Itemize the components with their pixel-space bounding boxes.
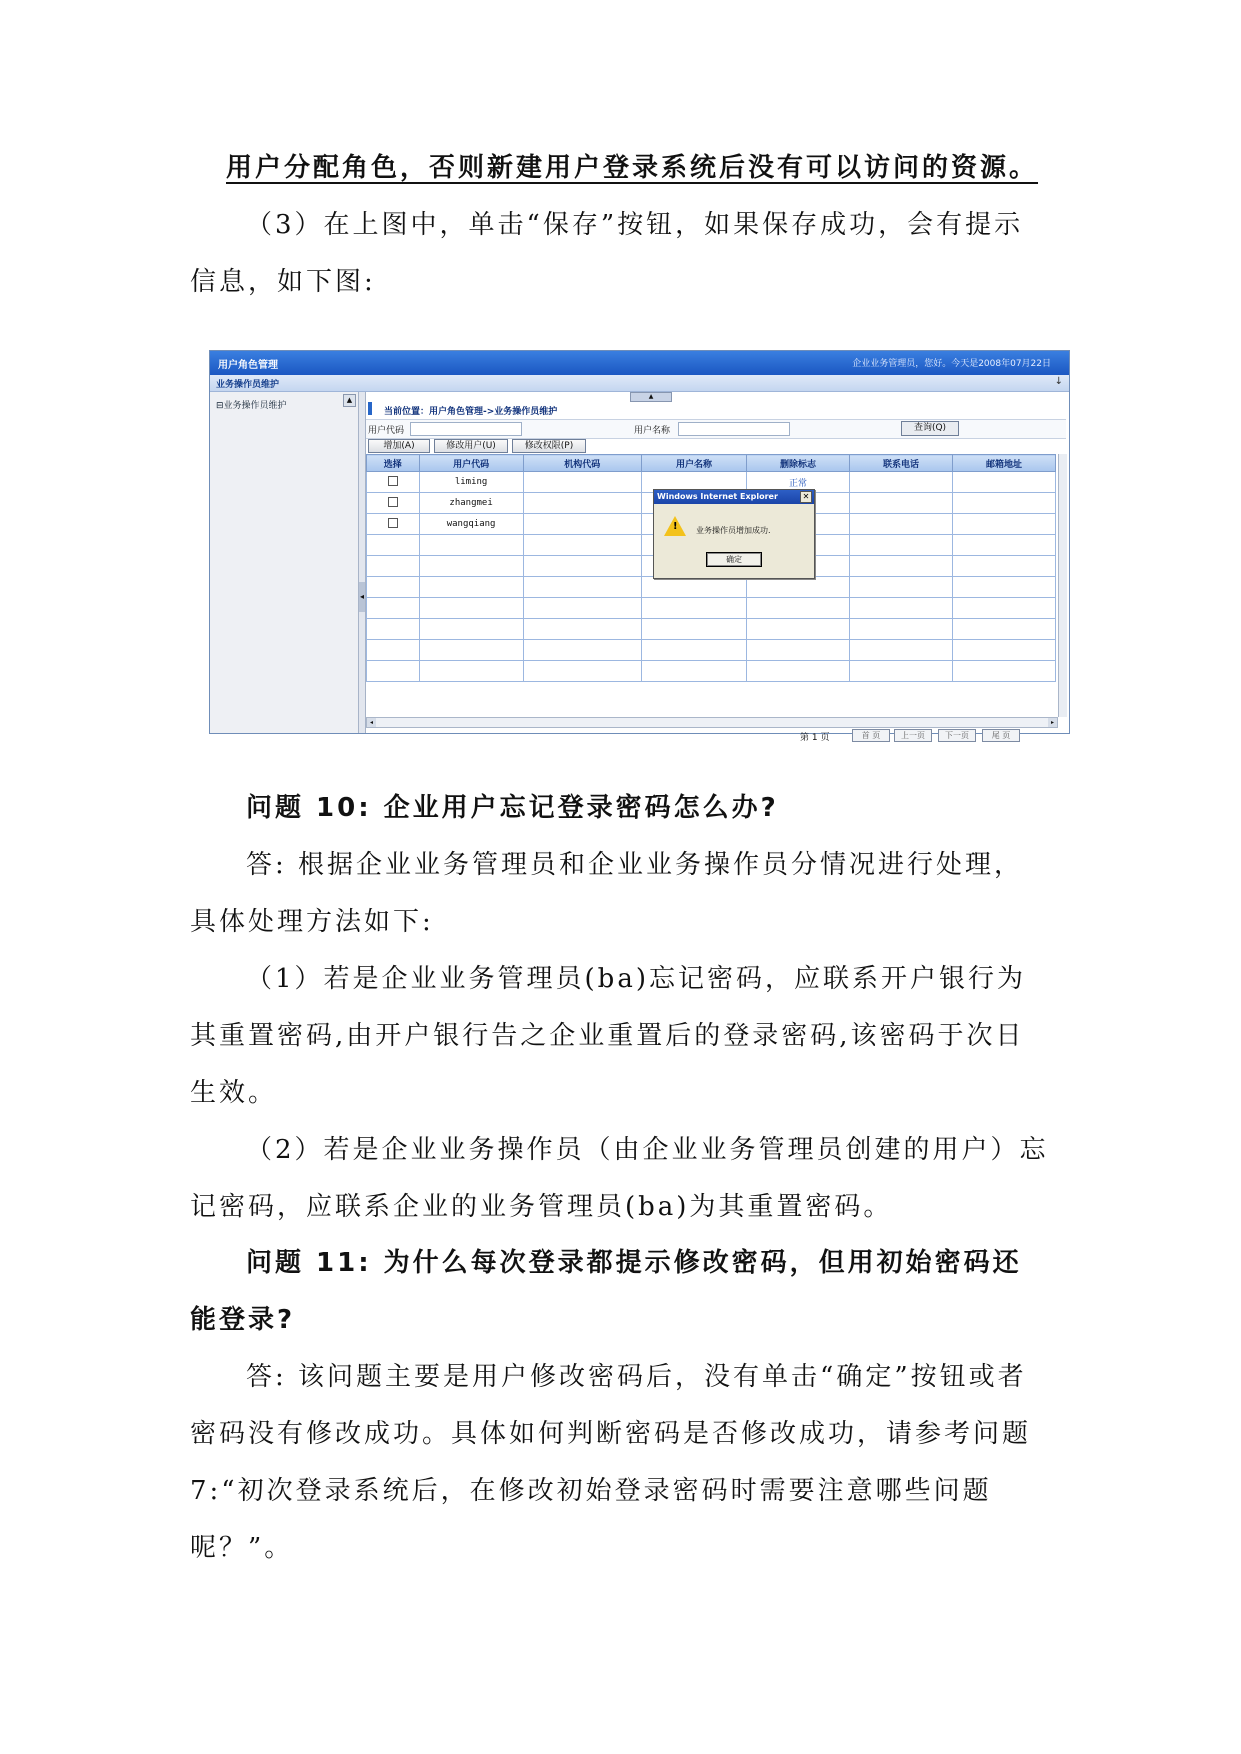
collapse-left-icon[interactable]: ◂: [359, 582, 365, 612]
col-user-name[interactable]: 用户名称: [641, 455, 746, 472]
para-2: [190, 197, 1050, 311]
sidebar-item-label: 业务操作员维护: [223, 401, 287, 411]
col-email[interactable]: 邮箱地址: [952, 455, 1055, 472]
ok-button[interactable]: 确定: [706, 552, 762, 567]
pager: [800, 729, 1060, 743]
splitter[interactable]: [359, 392, 366, 733]
horizontal-scrollbar[interactable]: [366, 717, 1058, 728]
para-1: [190, 140, 1050, 197]
sidebar-item-operator[interactable]: ⊟业务操作员维护: [216, 401, 287, 411]
q10-title: 问题 10: 企业用户忘记登录密码怎么办?: [246, 793, 779, 823]
row-checkbox[interactable]: [388, 518, 398, 528]
prev-page-button[interactable]: 上一页: [894, 729, 932, 742]
q11-title: 问题 11: 为什么每次登录都提示修改密码，但用初始密码还能登录?: [190, 1248, 1022, 1335]
user-code-cell: liming: [419, 472, 523, 493]
col-phone[interactable]: 联系电话: [850, 455, 953, 472]
sidebar: [210, 392, 359, 733]
last-page-button[interactable]: 尾 页: [982, 729, 1020, 742]
q10-item-2: （2）若是企业业务操作员（由企业业务管理员创建的用户）忘记密码，应联系企业的业务管理员(ba)为其重置密码。: [190, 1135, 1049, 1222]
empty-row: [367, 598, 1056, 619]
user-code-label: 用户代码: [368, 426, 405, 436]
user-code-input[interactable]: [410, 422, 522, 436]
breadcrumb-text: 当前位置：用户角色管理->业务操作员维护: [384, 407, 558, 417]
edit-permission-button[interactable]: 修改权限(P): [512, 439, 586, 453]
row-checkbox[interactable]: [388, 476, 398, 486]
window-title: 用户角色管理: [218, 360, 278, 371]
add-button[interactable]: 增加(A): [368, 439, 430, 453]
query-button[interactable]: 查询(Q): [901, 421, 959, 436]
warning-mark: !: [673, 521, 678, 532]
row-checkbox[interactable]: [388, 497, 398, 507]
table-header: [367, 455, 1056, 472]
empty-row: [367, 619, 1056, 640]
user-code-cell: zhangmei: [419, 493, 523, 514]
page-indicator: 第 1 页: [800, 733, 830, 743]
scroll-right-icon[interactable]: ▸: [1048, 718, 1057, 727]
q10-item-1: （1）若是企业业务管理员(ba)忘记密码，应联系开户银行为其重置密码,由开户银行告之企业重置后的登录密码,该密码于次日生效。: [190, 964, 1026, 1108]
user-name-label: 用户名称: [634, 426, 671, 436]
col-delete-flag[interactable]: 删除标志: [747, 455, 850, 472]
question-11: [190, 1235, 1050, 1577]
question-10: [190, 780, 1050, 1236]
empty-row: [367, 640, 1056, 661]
search-row: [366, 419, 1066, 439]
collapse-top-icon[interactable]: ▲: [630, 392, 672, 402]
app-titlebar: [210, 351, 1069, 375]
edit-user-button[interactable]: 修改用户(U): [434, 439, 508, 453]
col-user-code[interactable]: 用户代码: [419, 455, 523, 472]
scroll-left-icon[interactable]: ◂: [367, 718, 376, 727]
para-1-text: 用户分配角色，否则新建用户登录系统后没有可以访问的资源。: [226, 153, 1039, 183]
next-page-button[interactable]: 下一页: [938, 729, 976, 742]
dialog-message: 业务操作员增加成功.: [696, 526, 771, 535]
user-name-input[interactable]: [678, 422, 790, 436]
breadcrumb: [366, 401, 1066, 417]
alert-dialog: [653, 489, 815, 579]
dialog-titlebar: [654, 490, 814, 504]
q11-answer: 答: 该问题主要是用户修改密码后，没有单击“确定”按钮或者密码没有修改成功。具体如何判断密码是否修改成功，请参考问题 7:“初次登录系统后，在修改初始登录密码时需要注意哪些问题呢？”。: [190, 1362, 1032, 1563]
empty-row: [367, 661, 1056, 682]
breadcrumb-marker: [368, 402, 372, 415]
arrow-down-icon[interactable]: ↓: [1054, 376, 1063, 387]
toolbar: [366, 438, 1066, 454]
user-code-cell: wangqiang: [419, 514, 523, 535]
col-org-code[interactable]: 机构代码: [523, 455, 641, 472]
close-icon[interactable]: ✕: [800, 491, 812, 503]
vertical-scrollbar[interactable]: [1058, 454, 1067, 717]
nav-title: 业务操作员维护: [216, 380, 280, 390]
nav-bar: [210, 375, 1069, 392]
scroll-up-icon[interactable]: ▲: [343, 394, 356, 407]
status-cell: 正常: [747, 472, 850, 493]
col-select[interactable]: 选择: [367, 455, 420, 472]
para-2-text: （3）在上图中，单击“保存”按钮，如果保存成功，会有提示信息，如下图:: [190, 210, 1024, 297]
embedded-screenshot: [209, 350, 1070, 743]
first-page-button[interactable]: 首 页: [852, 729, 890, 742]
q10-answer: 答: 根据企业业务管理员和企业业务操作员分情况进行处理，具体处理方法如下:: [190, 850, 1024, 937]
empty-row: [367, 577, 1056, 598]
greeting-text: 企业业务管理员，您好。今天是2008年07月22日: [852, 359, 1051, 369]
dialog-title: Windows Internet Explorer: [657, 492, 778, 501]
main-panel: [366, 401, 1066, 743]
